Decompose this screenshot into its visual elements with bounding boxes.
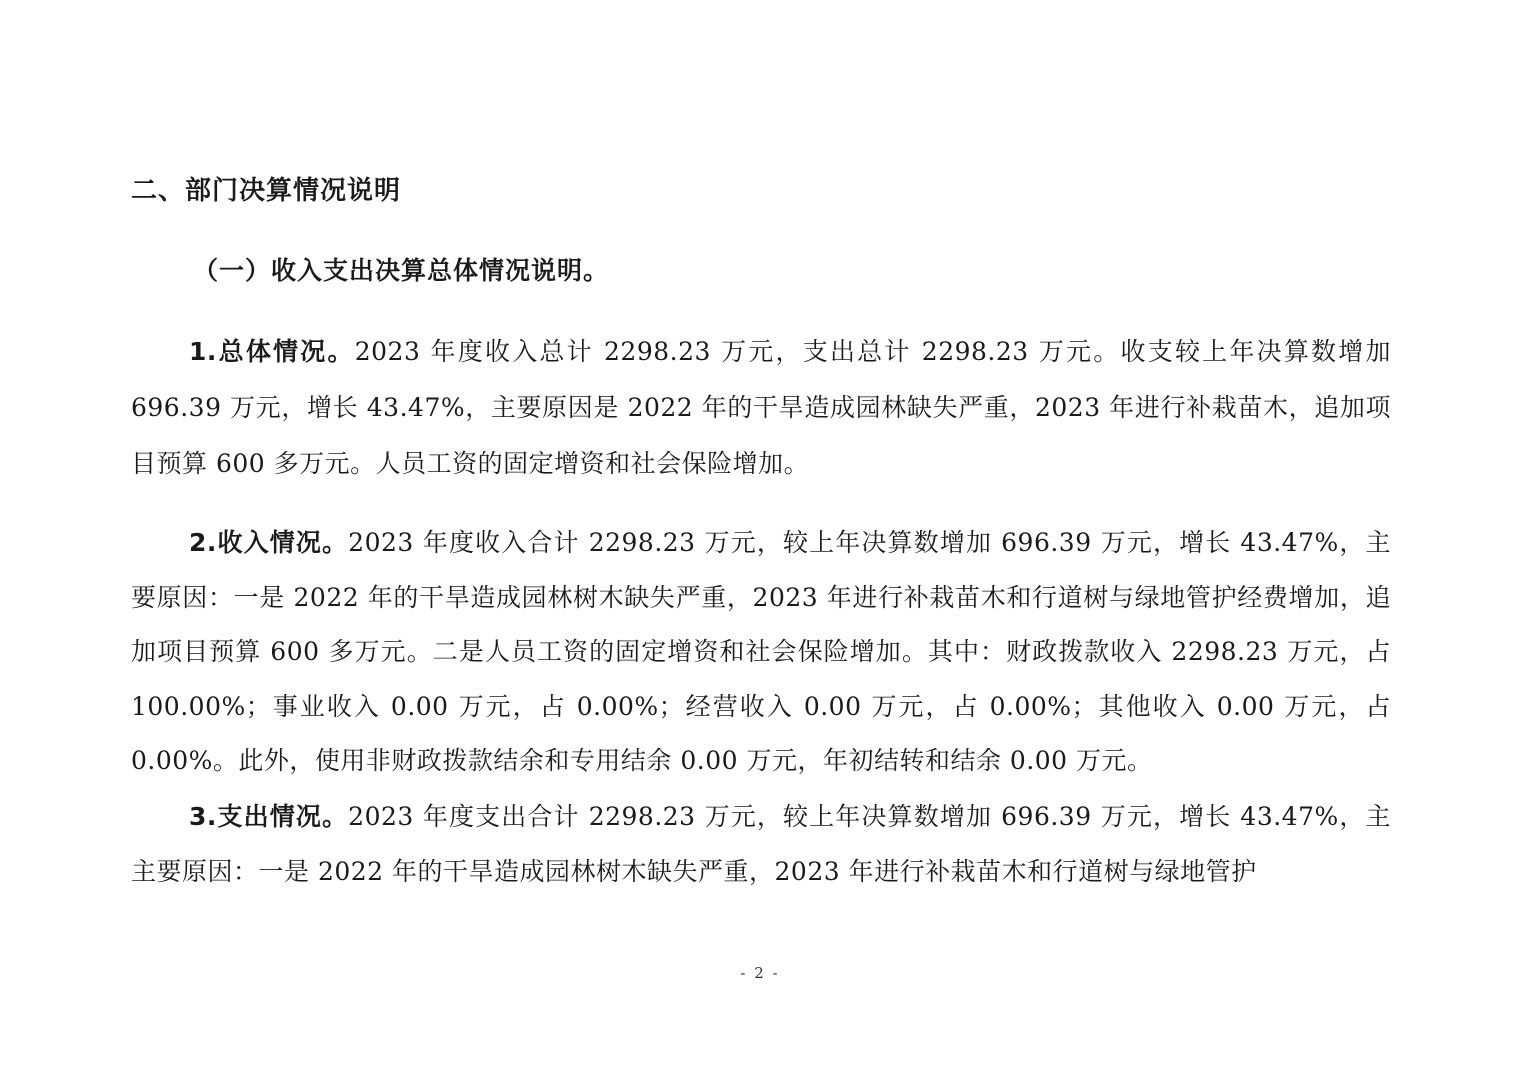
paragraph-text: 2023 年度支出合计 2298.23 万元，较上年决算数增加 696.39 万元，增长 43.47%，主主要原因：一是 2022 年的干旱造成园林树木缺失严重，2023 年进行补栽苗木和行道树与绿地管护 [131,801,1391,886]
paragraph-overall [131,324,1391,492]
paragraph-lead: 2.收入情况。 [189,528,349,557]
section-heading: 二、部门决算情况说明 [131,176,402,206]
paragraph-income [131,516,1391,789]
paragraph-expenditure [131,789,1391,899]
paragraph-text: 2023 年度收入合计 2298.23 万元，较上年决算数增加 696.39 万元，增长 43.47%，主要原因：一是 2022 年的干旱造成园林树木缺失严重，2023 年进行补栽苗木和行道树与绿地管护经费增加，追加项目预算 600 多万元。二是人员工资的固定增资和社会保险增加。其中：财政拨款收入 2298.23 万元，占 100.00%；事业收入 0.00 万元，占 0.00%；经营收入 0.00 万元，占 0.00%；其他收入 0.00 万元，占 0.00%。此外，使用非财政拨款结余和专用结余 0.00 万元，年初结转和结余 0.00 万元。 [131,528,1391,775]
paragraph-text: 2023 年度收入总计 2298.23 万元，支出总计 2298.23 万元。收支较上年决算数增加 696.39 万元，增长 43.47%，主要原因是 2022 年的干旱造成园林缺失严重，2023 年进行补栽苗木，追加项目预算 600 多万元。人员工资的固定增资和社会保险增加。 [131,337,1391,478]
page-number: - 2 - [740,964,780,982]
subsection-heading: （一）收入支出决算总体情况说明。 [193,256,610,285]
paragraph-lead: 1.总体情况。 [189,337,355,366]
paragraph-lead: 3.支出情况。 [189,801,349,831]
document-body [131,168,1391,899]
